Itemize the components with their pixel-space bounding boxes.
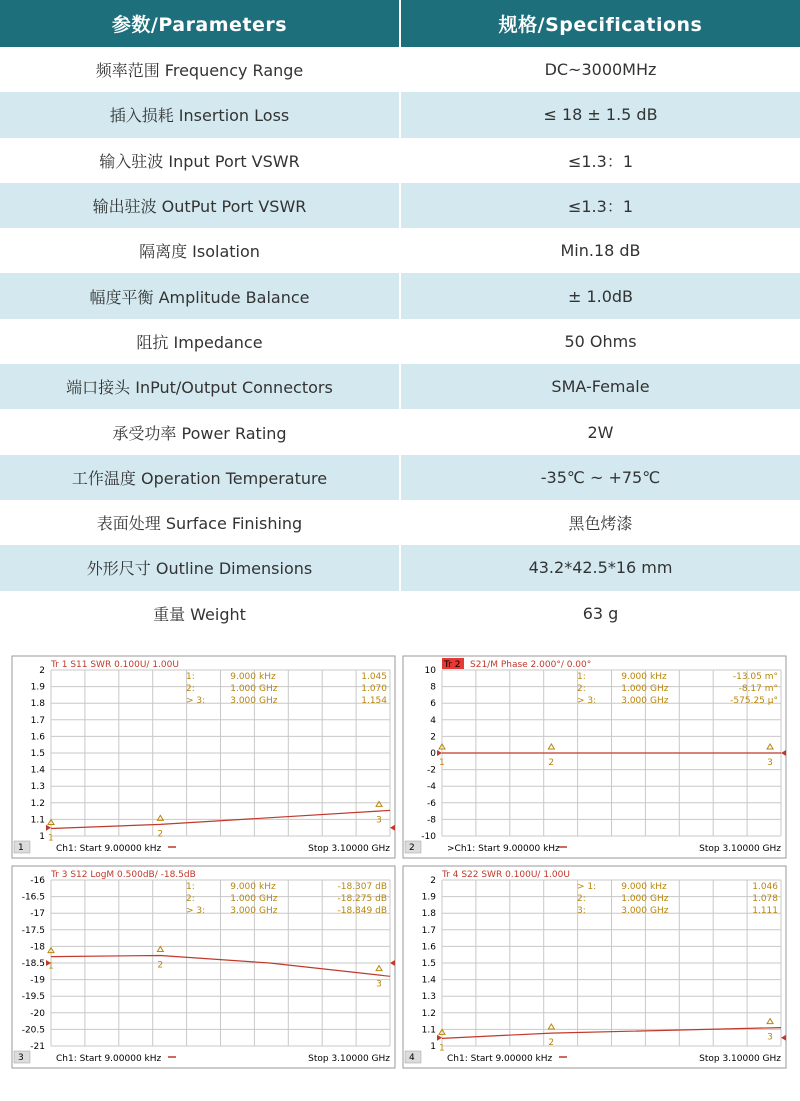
spec-cell: 43.2*42.5*16 mm <box>400 545 800 590</box>
footer-stop: Stop 3.10000 GHz <box>699 844 781 854</box>
spec-cell: -35℃ ~ +75℃ <box>400 455 800 500</box>
marker-readout-value: 1.070 <box>361 684 387 694</box>
spec-cell: ≤ 18 ± 1.5 dB <box>400 92 800 137</box>
marker-readout-unit: GHz <box>259 906 278 916</box>
parameter-cell: 表面处理 Surface Finishing <box>0 500 400 545</box>
table-row <box>0 92 800 137</box>
spec-cell: ≤1.3：1 <box>400 183 800 228</box>
table-row <box>0 273 800 318</box>
trace-title-box-label: Tr 2 <box>444 660 461 670</box>
spec-cell: DC~3000MHz <box>544 60 657 80</box>
y-tick-label: -21 <box>30 1042 45 1052</box>
header-specifications: 规格/Specifications <box>400 0 800 47</box>
parameter-cell: 重量 Weight <box>0 591 400 636</box>
marker-readout-unit: kHz <box>650 882 667 892</box>
marker-readout-value: 1.046 <box>752 882 778 892</box>
marker-readout-frequency: 3.000 <box>621 906 647 916</box>
y-tick-label: 1 <box>39 832 45 842</box>
marker-readout-frequency: 1.000 <box>230 894 256 904</box>
y-tick-label: 2 <box>430 876 436 886</box>
marker-readout-unit: kHz <box>259 882 276 892</box>
parameter-cell: 外形尺寸 Outline Dimensions <box>0 545 400 590</box>
y-tick-label: -6 <box>427 798 436 809</box>
panel-number: 4 <box>409 1053 415 1063</box>
marker-number: 3 <box>376 815 382 826</box>
marker-readout-index: 2: <box>186 894 195 904</box>
table-row <box>0 138 800 183</box>
marker-readout-index: 1: <box>186 882 195 892</box>
spec-cell: Min.18 dB <box>560 241 641 261</box>
table-row <box>0 183 800 228</box>
parameter-cell: 插入损耗 Insertion Loss <box>0 92 400 137</box>
y-tick-label: -20 <box>30 1008 45 1019</box>
marker-readout-value: 1.078 <box>752 894 778 904</box>
marker-readout-unit: kHz <box>650 672 667 682</box>
marker-readout-frequency: 9.000 <box>621 672 647 682</box>
footer-start: Ch1: Start 9.00000 kHz <box>447 1054 553 1064</box>
marker-number: 1 <box>48 961 54 972</box>
plots-svg <box>0 650 800 1070</box>
y-tick-label: 1.6 <box>30 732 45 743</box>
parameter-cell: 工作温度 Operation Temperature <box>0 455 400 500</box>
marker-readout-unit: GHz <box>650 696 669 706</box>
y-tick-label: 2 <box>39 666 45 676</box>
marker-readout-unit: GHz <box>259 894 278 904</box>
y-tick-label: 1.3 <box>421 992 436 1003</box>
trace-title: S21/M Phase 2.000°/ 0.00° <box>470 660 592 670</box>
marker-number: 2 <box>157 829 164 840</box>
y-tick-label: 1.1 <box>421 1025 436 1036</box>
spec-cell: 黑色烤漆 <box>568 514 633 534</box>
marker-readout-index: 1: <box>186 672 195 682</box>
marker-readout-unit: GHz <box>650 684 669 694</box>
marker-readout-value: 1.111 <box>752 906 778 916</box>
parameter-cell: 输出驻波 OutPut Port VSWR <box>0 183 400 228</box>
spec-cell: 63 g <box>582 603 619 623</box>
y-tick-label: -16 <box>30 876 45 886</box>
y-tick-label: 1.7 <box>421 925 436 936</box>
marker-readout-frequency: 1.000 <box>621 684 647 694</box>
y-tick-label: 6 <box>430 699 436 710</box>
y-tick-label: -17.5 <box>21 925 45 936</box>
y-tick-label: 2 <box>430 732 436 743</box>
y-tick-label: -19 <box>30 975 45 986</box>
marker-readout-index: 3: <box>577 906 586 916</box>
parameter-cell: 承受功率 Power Rating <box>0 409 400 454</box>
y-tick-label: -2 <box>427 765 436 776</box>
marker-number: 1 <box>48 833 54 844</box>
marker-number: 3 <box>767 1032 773 1043</box>
marker-readout-value: -13.05 m° <box>732 672 778 682</box>
marker-readout-value: -575.25 µ° <box>730 696 778 706</box>
y-tick-label: -18.5 <box>21 959 45 969</box>
y-tick-label: -17 <box>30 909 45 920</box>
marker-readout-frequency: 3.000 <box>230 696 256 706</box>
y-tick-label: 1.7 <box>30 715 45 726</box>
trace-title: Tr 1 S11 SWR 0.100U/ 1.00U <box>51 660 179 670</box>
panel-number: 1 <box>18 843 24 853</box>
marker-number: 2 <box>548 1038 555 1049</box>
y-tick-label: 0 <box>430 749 436 759</box>
marker-readout-frequency: 9.000 <box>621 882 647 892</box>
marker-number: 1 <box>439 758 445 768</box>
marker-readout-unit: GHz <box>650 906 669 916</box>
y-tick-label: -4 <box>427 782 436 793</box>
table-row <box>0 545 800 590</box>
marker-readout-unit: kHz <box>259 672 276 682</box>
marker-readout-index: > 3: <box>186 906 206 916</box>
marker-readout-index: 2: <box>186 684 195 694</box>
y-tick-label: 8 <box>430 682 436 693</box>
marker-number: 3 <box>767 758 773 768</box>
y-tick-label: 1.2 <box>421 1008 436 1019</box>
marker-readout-value: 1.154 <box>361 696 387 706</box>
parameter-cell: 阻抗 Impedance <box>0 319 400 364</box>
y-tick-label: 1.1 <box>30 815 45 826</box>
footer-stop: Stop 3.10000 GHz <box>699 1054 781 1064</box>
spec-cell: ≤1.3：1 <box>567 151 634 171</box>
spec-cell: ± 1.0dB <box>400 273 800 318</box>
spec-cell: 50 Ohms <box>564 331 637 351</box>
y-tick-label: 1.9 <box>421 892 436 903</box>
marker-readout-value: -18.307 dB <box>337 882 387 892</box>
parameter-cell: 端口接头 InPut/Output Connectors <box>0 364 400 409</box>
panel-number: 3 <box>18 1053 24 1063</box>
y-tick-label: -19.5 <box>21 992 45 1003</box>
footer-stop: Stop 3.10000 GHz <box>308 1054 390 1064</box>
spec-cell: 2W <box>587 422 614 442</box>
marker-number: 3 <box>376 979 382 990</box>
y-tick-label: 1.8 <box>30 699 45 710</box>
table-row <box>0 591 800 636</box>
marker-readout-unit: GHz <box>259 684 278 694</box>
marker-number: 2 <box>157 960 164 971</box>
marker-readout-value: -18.275 dB <box>337 894 387 904</box>
footer-start: Ch1: Start 9.00000 kHz <box>56 844 162 854</box>
trace-title: Tr 3 S12 LogM 0.500dB/ -18.5dB <box>51 870 196 880</box>
y-tick-label: 1.8 <box>421 909 436 920</box>
trace-title: Tr 4 S22 SWR 0.100U/ 1.00U <box>442 870 570 880</box>
table-row <box>0 47 800 92</box>
y-tick-label: -10 <box>421 832 436 842</box>
marker-readout-frequency: 3.000 <box>621 696 647 706</box>
spec-table-header <box>0 0 800 47</box>
marker-readout-frequency: 9.000 <box>230 672 256 682</box>
marker-readout-frequency: 9.000 <box>230 882 256 892</box>
y-tick-label: -18 <box>30 942 45 953</box>
y-tick-label: 4 <box>430 715 436 726</box>
y-tick-label: 1 <box>430 1042 436 1052</box>
network-analyzer-plots <box>0 650 800 1070</box>
marker-readout-value: -18.849 dB <box>337 906 387 916</box>
footer-start: Ch1: Start 9.00000 kHz <box>56 1054 162 1064</box>
parameter-cell: 隔离度 Isolation <box>0 228 400 273</box>
y-tick-label: 1.2 <box>30 798 45 809</box>
marker-readout-index: 1: <box>577 672 586 682</box>
table-row <box>0 319 800 364</box>
y-tick-label: 1.5 <box>421 959 436 969</box>
y-tick-label: 1.4 <box>30 765 45 776</box>
footer-start: >Ch1: Start 9.00000 kHz <box>447 844 560 854</box>
table-row <box>0 500 800 545</box>
table-row <box>0 228 800 273</box>
marker-readout-frequency: 1.000 <box>230 684 256 694</box>
marker-readout-value: -8.17 m° <box>738 684 778 694</box>
table-row <box>0 364 800 409</box>
marker-readout-frequency: 1.000 <box>621 894 647 904</box>
spec-cell: SMA-Female <box>400 364 800 409</box>
marker-readout-index: 2: <box>577 894 586 904</box>
marker-readout-unit: GHz <box>650 894 669 904</box>
y-tick-label: -16.5 <box>21 892 45 903</box>
header-parameters: 参数/Parameters <box>0 0 400 47</box>
y-tick-label: 1.4 <box>421 975 436 986</box>
parameter-cell: 输入驻波 Input Port VSWR <box>0 138 400 183</box>
marker-readout-index: > 3: <box>577 696 597 706</box>
y-tick-label: 10 <box>424 666 436 676</box>
y-tick-label: 1.6 <box>421 942 436 953</box>
y-tick-label: -20.5 <box>21 1025 45 1036</box>
y-tick-label: 1.3 <box>30 782 45 793</box>
parameter-cell: 频率范围 Frequency Range <box>0 47 400 92</box>
panel-number: 2 <box>409 843 415 853</box>
marker-number: 1 <box>439 1043 445 1054</box>
table-row <box>0 455 800 500</box>
marker-readout-index: > 3: <box>186 696 206 706</box>
y-tick-label: -8 <box>427 815 436 826</box>
marker-number: 2 <box>548 758 555 768</box>
marker-readout-unit: GHz <box>259 696 278 706</box>
table-row <box>0 409 800 454</box>
footer-stop: Stop 3.10000 GHz <box>308 844 390 854</box>
marker-readout-index: > 1: <box>577 882 597 892</box>
parameter-cell: 幅度平衡 Amplitude Balance <box>0 273 400 318</box>
y-tick-label: 1.5 <box>30 749 45 759</box>
marker-readout-value: 1.045 <box>361 672 387 682</box>
marker-readout-index: 2: <box>577 684 586 694</box>
y-tick-label: 1.9 <box>30 682 45 693</box>
marker-readout-frequency: 3.000 <box>230 906 256 916</box>
